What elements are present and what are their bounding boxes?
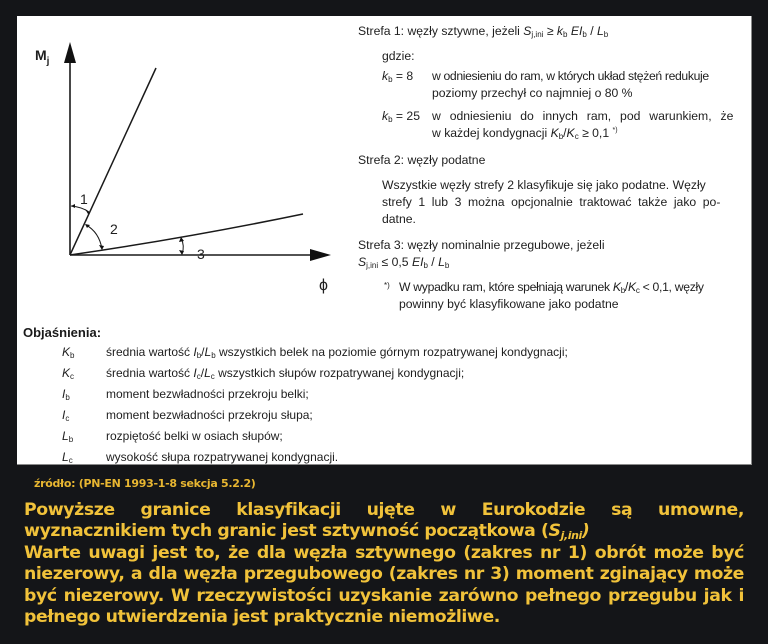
kb25-symbol: $k_b = 25$	[382, 109, 420, 124]
zone-label-3: 3	[197, 246, 205, 262]
legend-description: moment bezwładności przekroju słupa;	[106, 408, 313, 422]
zone2-desc-line3: datne.	[382, 212, 416, 226]
zone3-title: Strefa 3: węzły nominalnie przegubowe, jeżeli	[358, 238, 605, 252]
kb8-desc-line2: poziomy przechył co najmniej o 80 %	[432, 86, 633, 100]
legend-description: średnia wartość $I_c/L_c$ wszystkich słupów rozpatrywanej kondygnacji;	[106, 366, 465, 381]
legend-description: średnia wartość $I_b/L_b$ wszystkich belek na poziomie górnym rozpatrywanej kondygnacji;	[106, 345, 568, 360]
source-citation: źródło: (PN-EN 1993-1-8 sekcja 5.2.2)	[34, 477, 256, 490]
footnote-mark: *)	[384, 281, 390, 290]
zone3-condition: $S_{j,ini} \le 0,5$ $EI_b / L_b$	[358, 255, 450, 270]
zone-label-1: 1	[80, 191, 88, 207]
kb25-desc-line2: w każdej kondygnacji $K_b/K_c \ge 0,1$ *)	[432, 126, 618, 141]
summary-paragraph-2: Warte uwagi jest to, że dla węzła sztywnego (zakres nr 1) obrót może być niezerowy, a dla węzła przegubowego (zakres nr 3) moment zginający może być niezerowy. W rzeczywistości uzyskanie zarówno pełnego przegubu jak i pełnego utwierdzenia jest praktycznie niemożliwe.	[24, 542, 744, 628]
y-axis-label: $M_j$	[35, 47, 50, 67]
figure-panel	[17, 16, 752, 465]
legend-symbol: $K_c$	[62, 366, 75, 381]
footnote-line2: powinny być klasyfikowane jako podatne	[399, 297, 619, 311]
zone2-desc-line2: strefy 1 lub 3 można opcjonalnie traktować także jako po-	[382, 195, 721, 209]
legend-symbol: $I_c$	[62, 408, 70, 423]
legend-symbol: $L_c$	[62, 450, 73, 465]
where-label: gdzie:	[382, 49, 415, 63]
x-axis-label: ϕ	[319, 277, 328, 294]
legend-symbol: $K_b$	[62, 345, 75, 360]
summary-text	[24, 500, 744, 628]
legend-title: Objaśnienia:	[23, 325, 102, 340]
zone2-title: Strefa 2: węzły podatne	[358, 153, 486, 167]
zone2-desc-line1: Wszystkie węzły strefy 2 klasyfikuje się jako podatne. Węzły	[382, 178, 706, 192]
kb8-symbol: $k_b = 8$	[382, 69, 414, 84]
pinned-boundary-line	[70, 214, 303, 255]
moment-rotation-diagram	[17, 16, 357, 316]
legend-description: moment bezwładności przekroju belki;	[106, 387, 309, 401]
legend-symbol: $L_b$	[62, 429, 74, 444]
legend-description: wysokość słupa rozpatrywanej kondygnacji.	[106, 450, 339, 464]
legend-symbol: $I_b$	[62, 387, 70, 402]
kb25-desc-line1: w odniesieniu do innych ram, pod warunkiem, że	[432, 109, 734, 123]
footnote-line1: W wypadku ram, które spełniają warunek $K_b/K_c < 0,1$, węzły	[399, 280, 704, 295]
x-axis-arrow-icon	[310, 249, 331, 261]
summary-paragraph-1: Powyższe granice klasyfikacji ujęte w Eurokodzie są umowne, wyznacznikiem tych granic jest sztywność początkowa $(S_{j,ini})$	[24, 500, 744, 543]
y-axis-arrow-icon	[64, 42, 76, 63]
legend-description: rozpiętość belki w osiach słupów;	[106, 429, 283, 443]
zone1-title: Strefa 1: węzły sztywne, jeżeli $S_{j,ini} \ge k_b$ $EI_b / L_b$	[358, 24, 609, 39]
kb8-desc-line1: w odniesieniu do ram, w których układ stężeń redukuje	[432, 69, 709, 83]
zone-label-2: 2	[110, 221, 118, 237]
